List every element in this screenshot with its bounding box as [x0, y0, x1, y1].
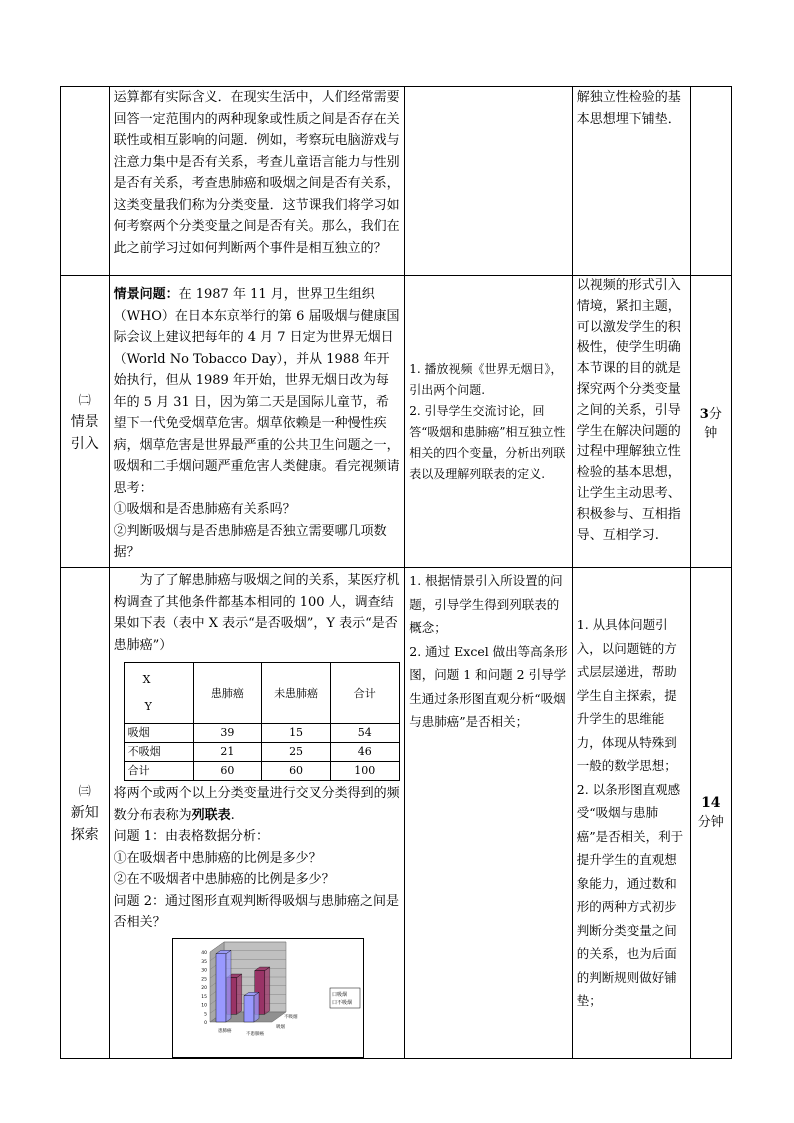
chart-y-tick-label: 10: [200, 1003, 207, 1008]
table-row: [124, 724, 399, 743]
bar-chart-container: [172, 938, 364, 1058]
corner-y: Y: [144, 700, 152, 713]
intro-activity-cell: [405, 87, 572, 276]
row-label: 吸烟: [124, 724, 193, 743]
table-row: [124, 762, 399, 781]
chart-bar-side: [236, 974, 241, 1014]
stage-number: ㈢: [78, 783, 91, 798]
table-cell: 54: [330, 724, 399, 743]
explore-content-cell: [109, 568, 405, 1059]
explore-time-unit: 分钟: [697, 815, 724, 831]
explore-design-cell: [572, 568, 690, 1059]
stage-number: ㈡: [78, 392, 91, 407]
definition-term: 列联表: [191, 807, 231, 823]
scene-activity: 1. 播放视频《世界无烟日》，引出两个问题. 2. 引导学生交流讨论，回答“吸烟和患肺癌”相互独立性相关的四个变量，分析出列联表以及理解列联表的定义.: [409, 361, 566, 481]
scene-time-unit: 分钟: [704, 406, 722, 441]
chart-y-tick-label: 20: [200, 985, 207, 991]
corner-x: X: [142, 673, 151, 686]
bar-chart: [172, 938, 364, 1058]
intro-design: 解独立性检验的基本思想埋下铺垫．: [576, 90, 681, 127]
contingency-table: [124, 662, 400, 781]
header-cell: 未患肺癌: [262, 663, 331, 724]
stage-name-line1: 情景: [70, 413, 99, 430]
row-intro: [61, 87, 732, 276]
scene-question-1: ①吸烟和是否患肺癌有关系吗？: [113, 502, 296, 517]
scene-question-2: ②判断吸烟与是否患肺癌是否独立需要哪几项数据？: [113, 523, 387, 560]
scene-design: 以视频的形式引入情境，紧扣主题，可以激发学生的积极性，使学生明确本节课的目的就是探究两个分类变量之间的关系，引导学生在解决问题的过程中理解独立性检验的基本思想，让学生主动思考、积极参与、互相指导、互相学习.: [576, 278, 681, 543]
corner-cell: [124, 663, 193, 724]
row-scene: [61, 276, 732, 568]
stage-name-line2: 探索: [70, 826, 99, 843]
explore-design: 1. 从具体问题引入，以问题链的方式层层递进，帮助学生自主探索，提升学生的思维能力，体现从特殊到一般的数学思想； 2. 以条形图直观感受“吸烟与患肺癌”是否相关，利于提升学生的直观想象能力，通过数和形的两种方式初步判断分类变量之间的关系，也为后面的判断规则做好铺垫；: [576, 617, 684, 1008]
chart-x-tick-label: 患肺癌: [217, 1028, 232, 1034]
row-label: 合计: [124, 762, 193, 781]
chart-bar-front: [244, 995, 254, 1021]
scene-content: [114, 284, 401, 499]
definition-part2: .: [230, 807, 235, 823]
stage-explore: [61, 568, 110, 1059]
contingency-header-row: [124, 663, 399, 724]
scene-title: 情景问题：: [113, 287, 179, 302]
chart-y-tick-label: 35: [200, 959, 207, 965]
scene-text: 在 1987 年 11 月，世界卫生组织（WHO）在日本东京举行的第 6 届吸烟与健康国际会议上建议把每年的 4 月 7 日定为世界无烟日（World No Tobacco Day），并从 1988 年开始执行，但从 1989 年开始，世界无烟日改为每年的 5 月 31 日，因为第二天是国际儿童节，希望下一代免受烟草危害。烟草依赖是一种慢性疾病，烟草危害是世界最严重的公共卫生问题之一，吸烟和二手烟问题严重危害人类健康。看完视频请思考：: [113, 287, 400, 496]
row-label: 不吸烟: [124, 743, 193, 762]
table-cell: 15: [262, 724, 331, 743]
intro-design-cell: [572, 87, 690, 276]
explore-time-cell: [690, 568, 731, 1059]
table-cell: 21: [193, 743, 262, 762]
row-explore: [61, 568, 732, 1059]
chart-y-tick-label: 15: [200, 994, 207, 1000]
explore-intro: 为了了解患肺癌与吸烟之间的关系，某医疗机构调查了其他条件都基本相同的 100 人，调查结果如下表（表中 X 表示“是否吸烟”，Y 表示“是否患肺癌”）: [113, 573, 400, 653]
stage-name-line2: 引入: [70, 435, 99, 452]
table-cell: 25: [262, 743, 331, 762]
stage-scene: [61, 276, 110, 568]
scene-activity-cell: [405, 276, 572, 568]
table-cell: 100: [330, 762, 399, 781]
chart-bar-side: [264, 967, 269, 1014]
explore-time-number: 14: [701, 795, 721, 812]
chart-bar-front: [216, 953, 226, 1021]
chart-y-tick-label: 0: [203, 1020, 207, 1026]
chart-y-tick-label: 40: [200, 950, 207, 956]
chart-y-tick-label: 25: [200, 976, 207, 982]
lesson-plan-table: [60, 86, 732, 1059]
chart-legend-entry: 口吸烟: [331, 991, 347, 998]
table-cell: 60: [193, 762, 262, 781]
definition-part1: 将两个或两个以上分类变量进行交叉分类得到的频数分布表称为: [113, 786, 400, 823]
table-cell: 46: [330, 743, 399, 762]
table-cell: 39: [193, 724, 262, 743]
table-cell: 60: [262, 762, 331, 781]
header-cell: 患肺癌: [193, 663, 262, 724]
definition-text: [114, 783, 401, 826]
intro-content: 运算都有实际含义．在现实生活中，人们经常需要回答一定范围内的两种现象或性质之间是否存在关联性或相互影响的问题．例如，考察玩电脑游戏与注意力集中是否有关系，考查儿童语言能力与性别是否有关系，考查患肺癌和吸烟之间是否有关系， 这类变量我们称为分类变量．这节课我们将学习如何考察两个分类变量之间是否有关。那么，我们在此之前学习过如何判断两个事件是相互独立的？: [113, 90, 400, 256]
problem-1b: ②在不吸烟者中患肺癌的比例是多少？: [113, 872, 335, 887]
scene-design-cell: [572, 276, 690, 568]
intro-time-cell: [690, 87, 731, 276]
chart-legend-entry: 口不吸烟: [331, 999, 352, 1006]
scene-time-number: 3: [699, 406, 709, 422]
chart-y-tick-label: 5: [203, 1011, 207, 1017]
table-row: [124, 743, 399, 762]
problem-2: 问题 2：通过图形直观判断得吸烟与患肺癌之间是否相关？: [113, 893, 399, 930]
explore-activity-cell: [405, 568, 572, 1059]
scene-time-cell: [690, 276, 731, 568]
scene-content-cell: [109, 276, 405, 568]
intro-content-cell: [109, 87, 405, 276]
stage-cell-empty: [61, 87, 110, 276]
chart-x-tick-label: 不患肺癌: [245, 1031, 264, 1037]
chart-depth-label: 吸烟: [275, 1024, 285, 1030]
chart-bar-side: [254, 992, 259, 1022]
lesson-plan-page: [60, 86, 732, 1059]
stage-name-line1: 新知: [70, 804, 99, 821]
problem-1: 问题 1：由表格数据分析：: [113, 829, 269, 844]
chart-y-tick-label: 30: [200, 968, 207, 973]
explore-activity: 1. 根据情景引入所设置的问题，引导学生得到列联表的概念； 2. 通过 Excel 做出等高条形图，问题 1 和问题 2 引导学生通过条形图直观分析“吸烟与患肺癌”是否相关；: [409, 573, 568, 729]
chart-depth-label: 不吸烟: [283, 1014, 298, 1020]
header-cell: 合计: [330, 663, 399, 724]
chart-bar-side: [226, 950, 231, 1022]
problem-1a: ①在吸烟者中患肺癌的比例是多少？: [113, 850, 322, 866]
